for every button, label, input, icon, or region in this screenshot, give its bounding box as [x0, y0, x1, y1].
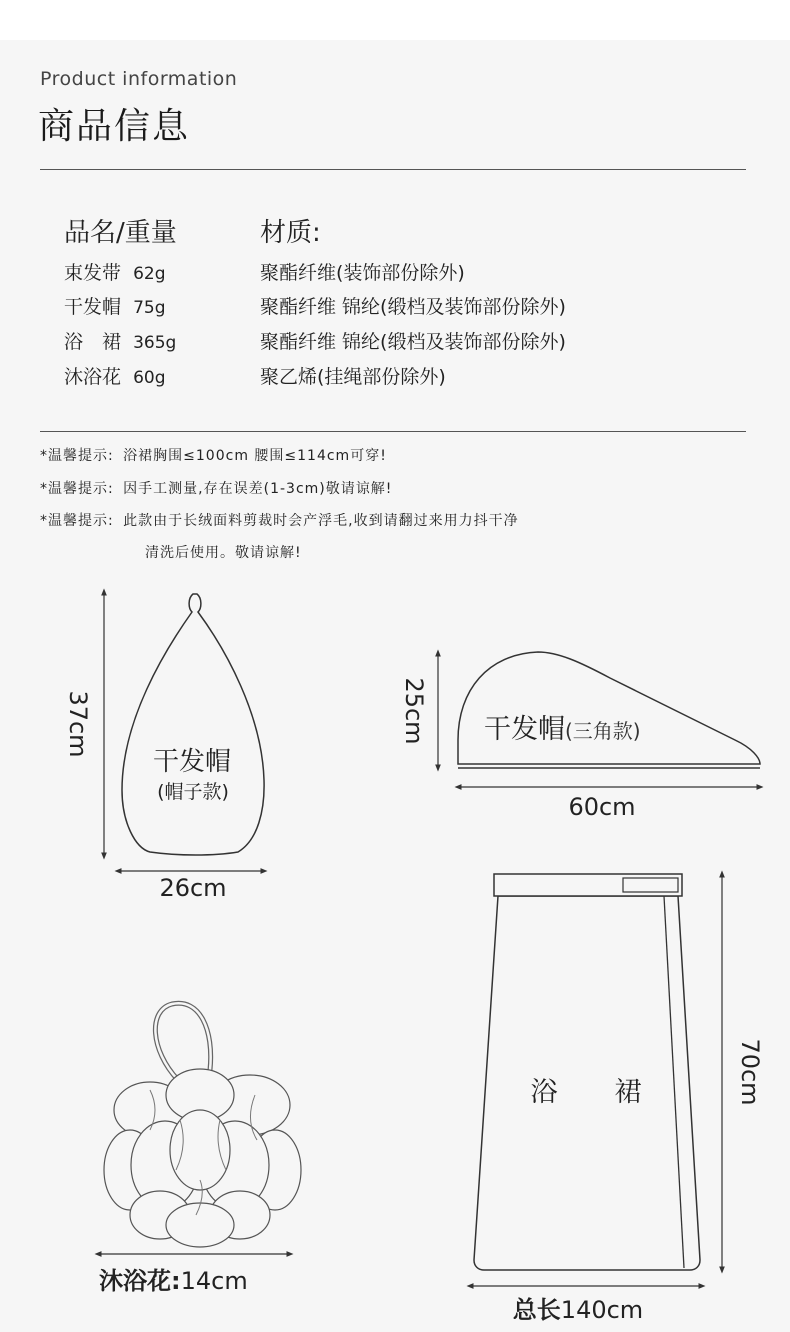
bath-skirt-diagram [470, 874, 764, 1324]
hair-cap-diagram [64, 592, 264, 902]
product-weight: 62g [133, 264, 166, 284]
notice-text: 此款由于长绒面料剪裁时会产浮毛,收到请翻过来用力抖干净 [123, 513, 519, 529]
width-label [513, 1296, 643, 1324]
product-name: 束发带 [64, 262, 122, 284]
height-label: 25cm [400, 677, 428, 745]
column-header-material: 材质: [260, 218, 321, 248]
bath-flower-diagram [98, 1003, 301, 1295]
product-weight: 75g [133, 298, 166, 318]
notice-text: 因手工测量,存在误差(1-3cm)敬请谅解! [123, 481, 393, 497]
product-material: 聚乙烯(挂绳部份除外) [260, 366, 446, 388]
section-subtitle-en: Product information [40, 68, 238, 90]
flower-label-prefix: 沐浴花: [99, 1267, 181, 1295]
hair-towel-diagram [400, 652, 760, 821]
skirt-velcro-strip [623, 878, 678, 892]
towel-title-main: 干发帽 [484, 714, 565, 745]
cap-title: 干发帽 [152, 747, 232, 777]
towel-title-sub: (三角款) [565, 719, 641, 743]
skirt-title-right: 裙 [614, 1077, 642, 1108]
product-material: 聚酯纤维 锦纶(缎档及装饰部份除外) [260, 296, 566, 318]
height-label: 70cm [736, 1038, 764, 1106]
product-material: 聚酯纤维(装饰部份除外) [260, 262, 465, 284]
skirt-title-left: 浴 [530, 1077, 558, 1108]
notice-label: *温馨提示: [40, 448, 114, 464]
column-header-name-weight: 品名/重量 [64, 218, 177, 248]
teardrop-cap-outline [122, 594, 264, 855]
height-label: 37cm [64, 690, 92, 758]
notice-label: *温馨提示: [40, 481, 114, 497]
product-name: 浴 裙 [64, 331, 122, 353]
width-label-value: 140cm [560, 1296, 644, 1324]
product-weight: 60g [133, 368, 166, 388]
product-weight: 365g [133, 333, 177, 353]
section-title: 商品信息 [38, 106, 191, 147]
notice-label: *温馨提示: [40, 513, 114, 529]
width-label: 60cm [568, 793, 636, 821]
skirt-body-outline [474, 896, 700, 1270]
product-material: 聚酯纤维 锦纶(缎档及装饰部份除外) [260, 331, 566, 353]
flower-size-label [99, 1267, 248, 1295]
notice-text: 浴裙胸围≤100cm 腰围≤114cm可穿! [123, 448, 387, 464]
towel-title [484, 714, 641, 745]
triangle-towel-outline [458, 652, 760, 764]
width-label: 26cm [159, 874, 227, 902]
notice-continuation: 清洗后使用。敬请谅解! [145, 545, 302, 561]
product-name: 沐浴花 [64, 366, 122, 388]
bath-flower-illustration [104, 1003, 301, 1247]
product-name: 干发帽 [64, 296, 122, 318]
cap-subtitle: (帽子款) [157, 781, 229, 803]
width-label-prefix: 总长 [512, 1296, 561, 1324]
flower-label-value: 14cm [180, 1267, 248, 1295]
